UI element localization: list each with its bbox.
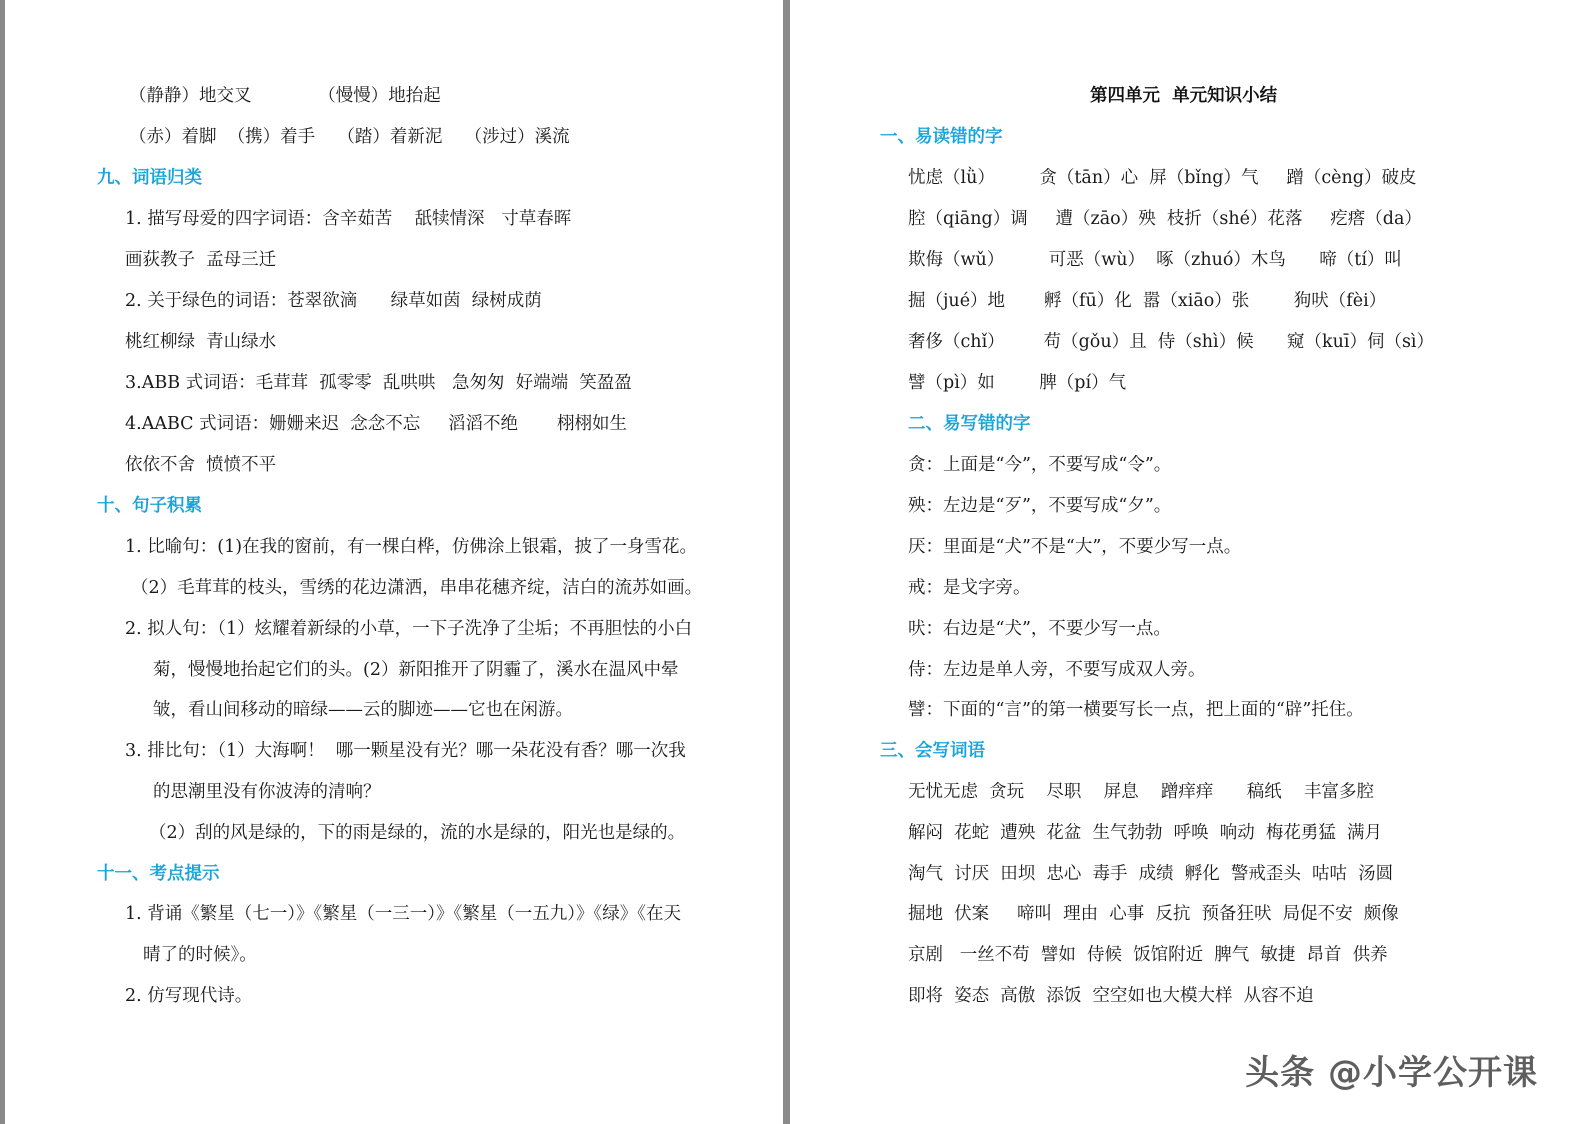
section-heading-2: 二、易写错的字 — [908, 414, 1031, 434]
text-line: 菊，慢慢地抬起它们的头。(2）新阳推开了阴霾了，溪水在温风中晕 — [153, 660, 679, 680]
text-line: （赤）着脚 （携）着手 （踏）着新泥 （涉过）溪流 — [129, 127, 570, 147]
text-line: 侍：左边是单人旁，不要写成双人旁。 — [908, 660, 1206, 680]
text-line: 掘地 伏案 啼叫 理由 心事 反抗 预备狂吠 局促不安 颇像 — [908, 904, 1399, 924]
watermark: 头条 @小学公开课 — [1245, 1053, 1538, 1093]
text-line: 2. 拟人句：（1）炫耀着新绿的小草，一下子洗净了尘垢；不再胆怯的小白 — [125, 619, 693, 639]
page-title: 第四单元 单元知识小结 — [1090, 86, 1278, 106]
text-line: 解闷 花蛇 遭殃 花盆 生气勃勃 呼唤 响动 梅花勇猛 满月 — [908, 823, 1383, 843]
right-page — [790, 0, 1596, 1124]
text-line: 晴了的时候》。 — [143, 945, 257, 965]
section-heading-10: 十、句子积累 — [97, 496, 202, 516]
text-line: 无忧无虑 贪玩 尽职 屏息 蹭痒痒 稿纸 丰富多腔 — [908, 782, 1375, 802]
text-line: 2. 关于绿色的词语：苍翠欲滴 绿草如茵 绿树成荫 — [125, 291, 542, 311]
text-line: （静静）地交叉 （慢慢）地抬起 — [129, 86, 441, 106]
text-line: 依依不舍 愤愤不平 — [125, 455, 277, 475]
text-line: 譬：下面的“言”的第一横要写长一点，把上面的“辟”托住。 — [908, 700, 1364, 720]
section-heading-3: 三、会写词语 — [880, 741, 985, 761]
text-line: 的思潮里没有你波涛的清响？ — [153, 782, 381, 802]
text-line: 掘（jué）地 孵（fū）化 嚣（xiāo）张 狗吠（fèi） — [908, 291, 1387, 311]
text-line: 欺侮（wǔ） 可恶（wù） 啄（zhuó）木鸟 啼（tí）叫 — [908, 250, 1402, 270]
text-line: 京剧 一丝不苟 譬如 侍候 饭馆附近 脾气 敏捷 昂首 供养 — [908, 945, 1388, 965]
text-line: 贪：上面是“今”，不要写成“令”。 — [908, 455, 1172, 475]
text-line: 淘气 讨厌 田坝 忠心 毒手 成绩 孵化 警戒歪头 咕咕 汤圆 — [908, 864, 1394, 884]
text-line: 画荻教子 孟母三迁 — [125, 250, 277, 270]
text-line: 1. 比喻句：(1)在我的窗前，有一棵白桦，仿佛涂上银霜，披了一身雪花。 — [125, 537, 698, 557]
text-line: 皱，看山间移动的暗绿——云的脚迹——它也在闲游。 — [153, 700, 573, 720]
text-line: 殃：左边是“歹”，不要写成“夕”。 — [908, 496, 1172, 516]
text-line: 1. 描写母爱的四字词语：含辛茹苦 舐犊情深 寸草春晖 — [125, 209, 572, 229]
text-line: （2）毛茸茸的枝头，雪绣的花边潇洒，串串花穗齐绽，洁白的流苏如画。 — [131, 578, 703, 598]
text-line: 厌：里面是“犬”不是“大”，不要少写一点。 — [908, 537, 1242, 557]
text-line: 忧虑（lǜ） 贪（tān）心 屏（bǐng）气 蹭（cèng）破皮 — [908, 168, 1417, 188]
left-page — [5, 0, 783, 1124]
text-line: 桃红柳绿 青山绿水 — [125, 332, 277, 352]
text-line: （2）刮的风是绿的，下的雨是绿的，流的水是绿的，阳光也是绿的。 — [149, 823, 686, 843]
text-line: 4.AABC 式词语：姗姗来迟 念念不忘 滔滔不绝 栩栩如生 — [125, 414, 627, 434]
section-heading-11: 十一、考点提示 — [97, 864, 220, 884]
text-line: 3.ABB 式词语：毛茸茸 孤零零 乱哄哄 急匆匆 好端端 笑盈盈 — [125, 373, 632, 393]
section-heading-1: 一、易读错的字 — [880, 127, 1003, 147]
text-line: 3. 排比句：（1）大海啊！ 哪一颗星没有光？哪一朵花没有香？哪一次我 — [125, 741, 686, 761]
text-line: 戒：是戈字旁。 — [908, 578, 1031, 598]
text-line: 譬（pì）如 脾（pí）气 — [908, 373, 1127, 393]
text-line: 奢侈（chǐ） 苟（gǒu）且 侍（shì）候 窥（kuī）伺（sì） — [908, 332, 1435, 352]
text-line: 2. 仿写现代诗。 — [125, 986, 253, 1006]
section-heading-9: 九、词语归类 — [97, 168, 202, 188]
text-line: 1. 背诵《繁星（七一）》《繁星（一三一）》《繁星（一五九）》《绿》《在天 — [125, 904, 682, 924]
text-line: 腔（qiāng）调 遭（zāo）殃 枝折（shé）花落 疙瘩（da） — [908, 209, 1422, 229]
text-line: 即将 姿态 高傲 添饭 空空如也大模大样 从容不迫 — [908, 986, 1314, 1006]
text-line: 吠：右边是“犬”，不要少写一点。 — [908, 619, 1171, 639]
